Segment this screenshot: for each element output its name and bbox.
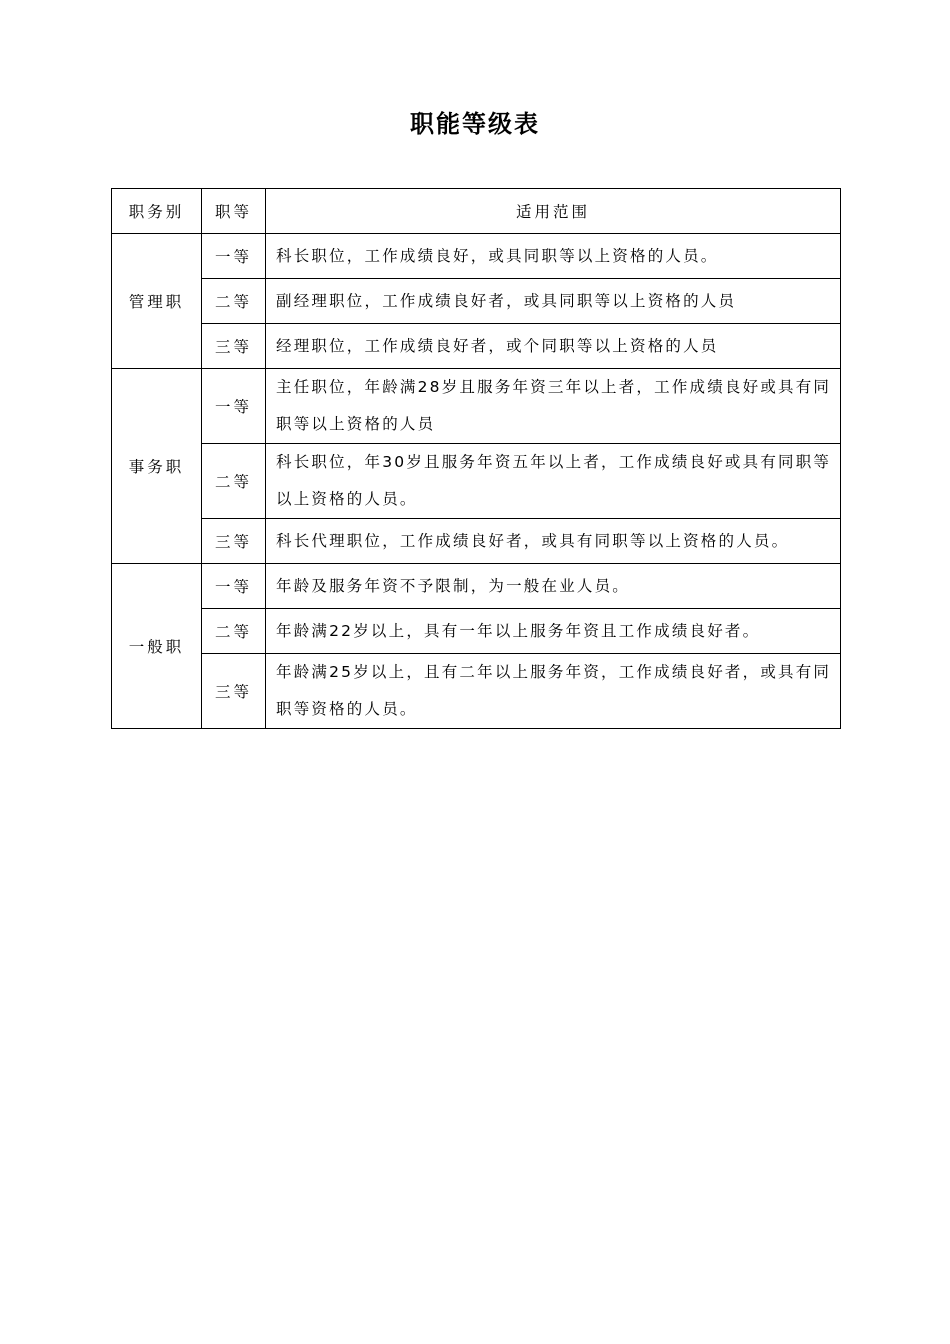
scope-cell: 年龄满22岁以上，具有一年以上服务年资且工作成绩良好者。 [266, 609, 841, 654]
table-row [112, 234, 841, 279]
table-row [112, 444, 841, 519]
header-category: 职务别 [112, 189, 202, 234]
table-row [112, 324, 841, 369]
table-row [112, 564, 841, 609]
grade-cell: 一等 [202, 369, 266, 444]
table-row [112, 519, 841, 564]
table-header-row [112, 189, 841, 234]
table-row [112, 369, 841, 444]
table-row [112, 279, 841, 324]
scope-cell: 年龄及服务年资不予限制，为一般在业人员。 [266, 564, 841, 609]
grade-table [111, 188, 841, 729]
scope-cell: 科长代理职位，工作成绩良好者，或具有同职等以上资格的人员。 [266, 519, 841, 564]
document-title: 职能等级表 [410, 110, 540, 138]
grade-cell: 二等 [202, 279, 266, 324]
header-scope: 适用范围 [266, 189, 841, 234]
category-cell: 事务职 [112, 369, 202, 564]
scope-cell: 主任职位，年龄满28岁且服务年资三年以上者，工作成绩良好或具有同职等以上资格的人员 [266, 369, 841, 444]
category-cell: 管理职 [112, 234, 202, 369]
grade-cell: 三等 [202, 519, 266, 564]
grade-cell: 三等 [202, 324, 266, 369]
category-cell: 一般职 [112, 564, 202, 729]
grade-cell: 二等 [202, 444, 266, 519]
table-row [112, 654, 841, 729]
scope-cell: 年龄满25岁以上，且有二年以上服务年资，工作成绩良好者，或具有同职等资格的人员。 [266, 654, 841, 729]
grade-cell: 二等 [202, 609, 266, 654]
scope-cell: 经理职位，工作成绩良好者，或个同职等以上资格的人员 [266, 324, 841, 369]
grade-cell: 一等 [202, 234, 266, 279]
table-row [112, 609, 841, 654]
scope-cell: 科长职位，工作成绩良好，或具同职等以上资格的人员。 [266, 234, 841, 279]
header-grade: 职等 [202, 189, 266, 234]
scope-cell: 科长职位，年30岁且服务年资五年以上者，工作成绩良好或具有同职等以上资格的人员。 [266, 444, 841, 519]
grade-cell: 一等 [202, 564, 266, 609]
grade-cell: 三等 [202, 654, 266, 729]
scope-cell: 副经理职位，工作成绩良好者，或具同职等以上资格的人员 [266, 279, 841, 324]
